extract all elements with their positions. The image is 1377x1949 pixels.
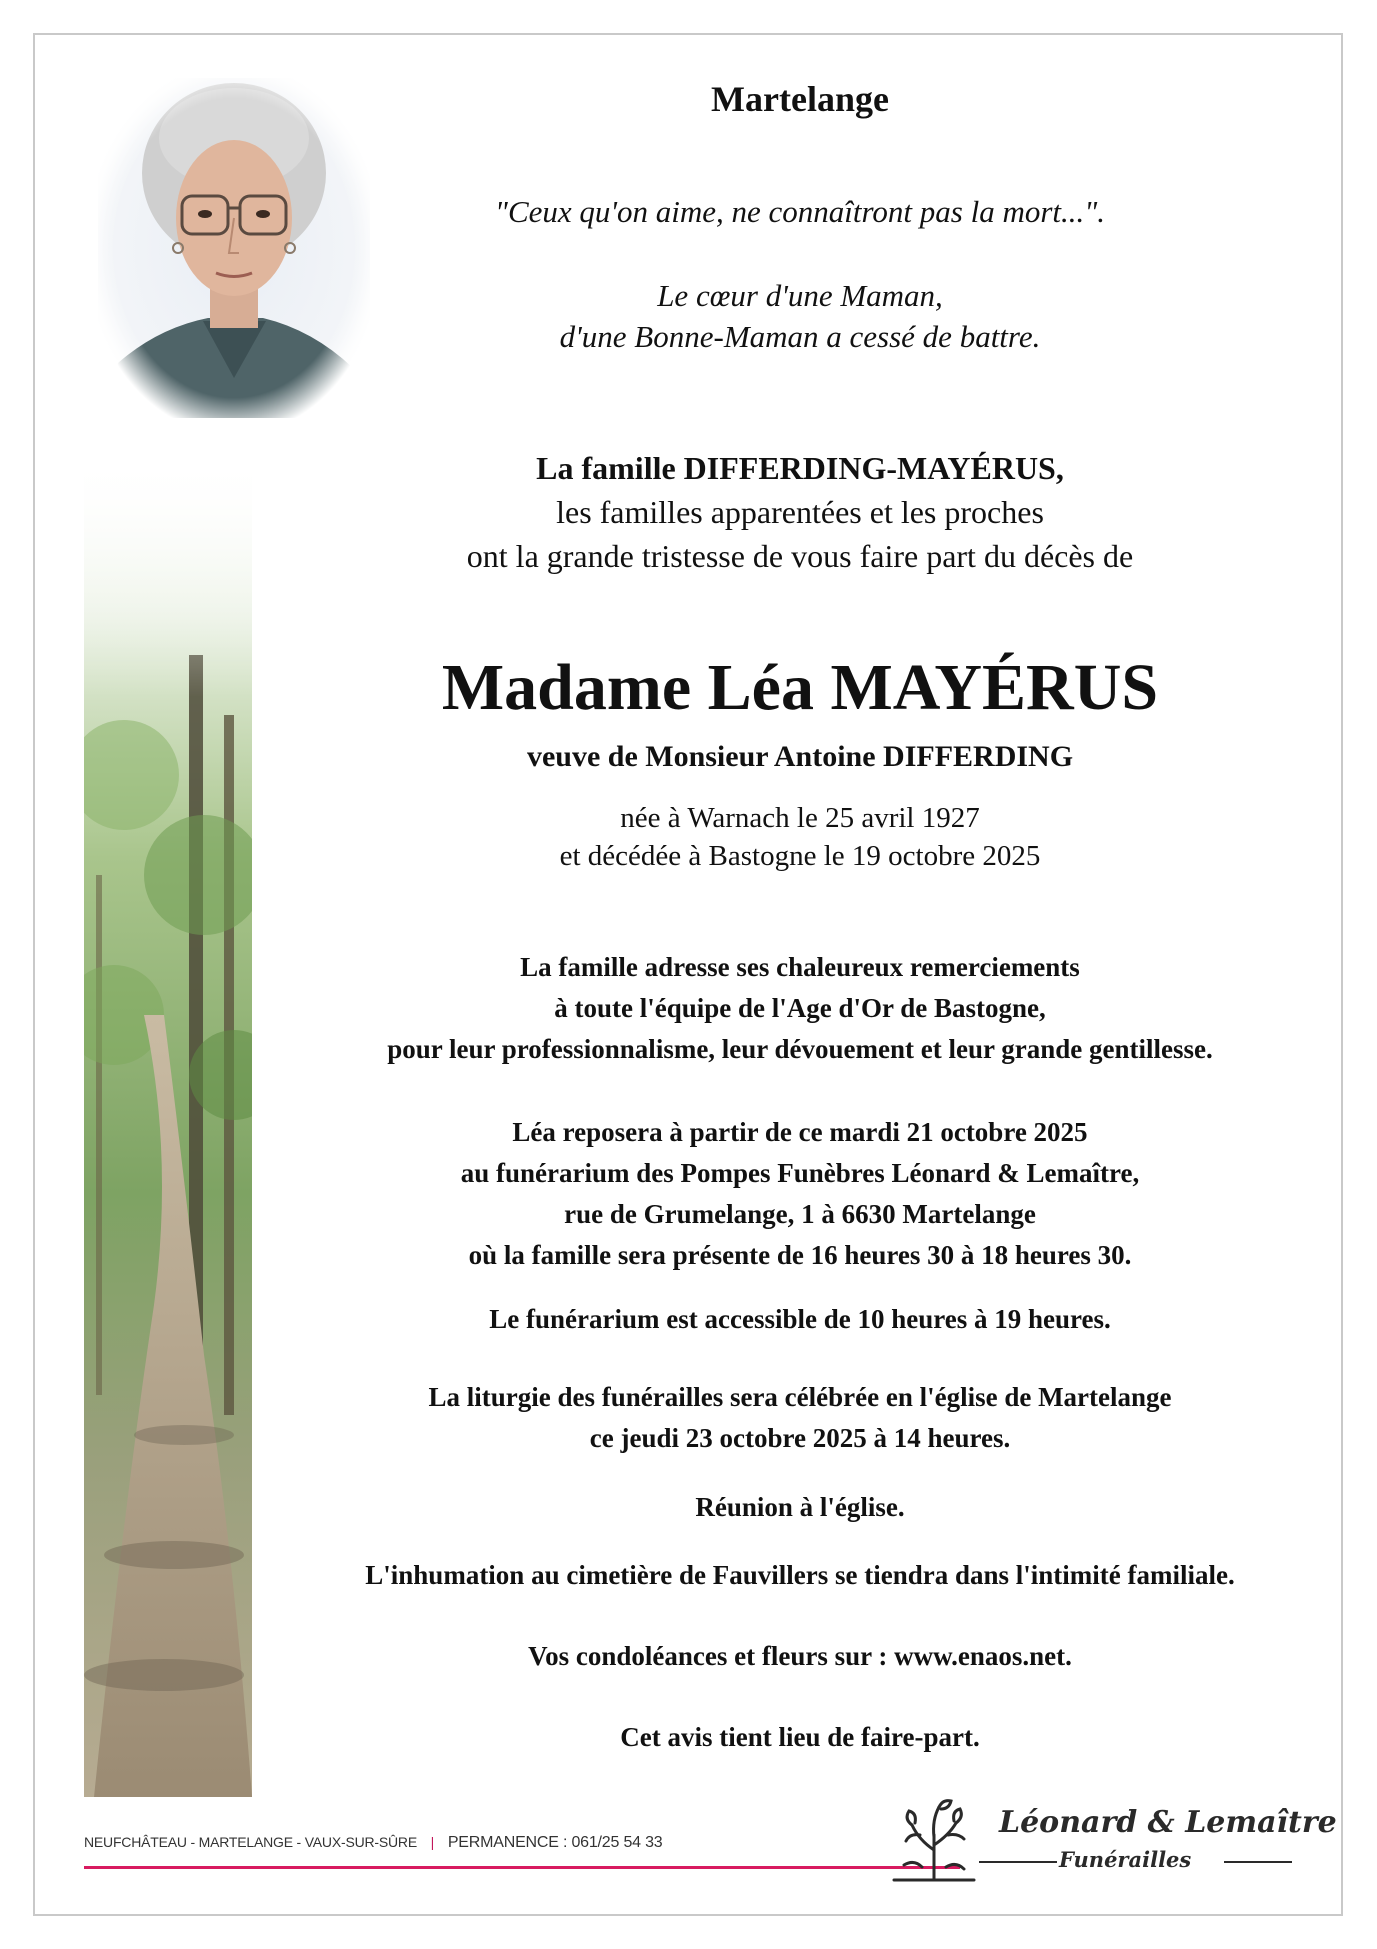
announcement-line: ont la grande tristesse de vous faire part du décès de xyxy=(466,538,1134,574)
thanks-block xyxy=(290,947,1310,1070)
deceased-name: Madame Léa MAYÉRUS xyxy=(441,651,1159,724)
portrait-photo xyxy=(98,78,370,418)
forest-path-image xyxy=(84,455,252,1797)
footer-permanence: PERMANENCE : 061/25 54 33 xyxy=(447,1834,663,1851)
location-title: Martelange xyxy=(711,79,889,119)
announcement-line: les familles apparentées et les proches xyxy=(556,494,1044,530)
liturgy-block xyxy=(290,1377,1310,1459)
family-name: La famille DIFFERDING-MAYÉRUS, xyxy=(536,450,1064,486)
condolences-note: Vos condoléances et fleurs sur : www.enaos.net. xyxy=(528,1641,1072,1671)
inhumation-note: L'inhumation au cimetière de Fauvillers se tiendra dans l'intimité familiale. xyxy=(365,1560,1235,1590)
logo-underline-right xyxy=(1224,1861,1292,1863)
logo-name: Léonard & Lemaître xyxy=(999,1805,1337,1840)
birth-line: née à Warnach le 25 avril 1927 xyxy=(620,802,980,834)
repose-line: rue de Grumelange, 1 à 6630 Martelange xyxy=(564,1199,1036,1229)
liturgy-line: ce jeudi 23 octobre 2025 à 14 heures. xyxy=(589,1423,1011,1453)
thanks-line: pour leur professionnalisme, leur dévouement et leur grande gentillesse. xyxy=(387,1034,1213,1064)
family-announcement xyxy=(290,446,1310,578)
reunion-note: Réunion à l'église. xyxy=(695,1492,905,1522)
thanks-line: La famille adresse ses chaleureux remerciements xyxy=(520,952,1080,982)
access-hours: Le funérarium est accessible de 10 heures à 19 heures. xyxy=(489,1304,1111,1334)
tree-icon xyxy=(884,1795,984,1885)
logo-subtitle: Funérailles xyxy=(1059,1847,1192,1872)
repose-line: Léa reposera à partir de ce mardi 21 octobre 2025 xyxy=(512,1117,1088,1147)
liturgy-line: La liturgie des funérailles sera célébrée en l'église de Martelange xyxy=(428,1382,1172,1412)
funeral-home-logo xyxy=(884,1795,1337,1885)
heart-verse xyxy=(290,275,1310,357)
thanks-line: à toute l'équipe de l'Age d'Or de Bastogne, xyxy=(554,993,1046,1023)
repose-line: où la famille sera présente de 16 heures 30 à 18 heures 30. xyxy=(468,1240,1132,1270)
heart-line: d'une Bonne-Maman a cessé de battre. xyxy=(559,319,1041,354)
notice-note: Cet avis tient lieu de faire-part. xyxy=(620,1722,980,1752)
heart-line: Le cœur d'une Maman, xyxy=(657,278,943,313)
widow-of: veuve de Monsieur Antoine DIFFERDING xyxy=(526,740,1074,773)
footer-separator: | xyxy=(430,1834,435,1850)
life-dates xyxy=(290,799,1310,875)
footer-contact xyxy=(84,1834,662,1852)
quote: "Ceux qu'on aime, ne connaîtront pas la mort...". xyxy=(494,194,1106,229)
footer-locations: NEUFCHÂTEAU - MARTELANGE - VAUX-SUR-SÛRE xyxy=(84,1834,417,1850)
footer-accent-line xyxy=(84,1866,960,1869)
repose-block xyxy=(290,1112,1310,1276)
logo-underline-left xyxy=(979,1861,1057,1863)
death-line: et décédée à Bastogne le 19 octobre 2025 xyxy=(559,840,1041,872)
repose-line: au funérarium des Pompes Funèbres Léonard & Lemaître, xyxy=(460,1158,1140,1188)
